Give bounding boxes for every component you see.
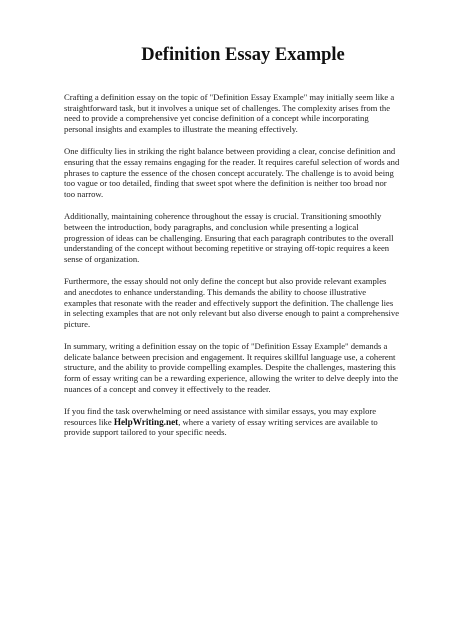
paragraph-coherence: Additionally, maintaining coherence throughout the essay is crucial. Transitioning smoothly between the introduction, body paragraphs, and conclusion while presenting a logical progression of ideas can be challenging. Ensuring that each paragraph contributes to the overall understanding of the concept without becoming repetitive or straying off-topic requires a keen sense of organization. [64,211,394,264]
paragraph-closing [64,406,416,438]
paragraph-intro: Crafting a definition essay on the topic of "Definition Essay Example" may initially seem like a straightforward task, but it involves a unique set of challenges. The complexity arises from the need to provide a comprehensive yet concise definition of a concept while incorporating personal insights and examples to illustrate the meaning effectively. [64,92,395,134]
page-title: Definition Essay Example [141,45,345,65]
paragraph-summary: In summary, writing a definition essay on the topic of "Definition Essay Example" demands a delicate balance between precision and engagement. It requires skillful language use, a coherent structure, and the ability to provide compelling examples. Despite the challenges, mastering this form of essay writing can be a rewarding experience, allowing the writer to delve deeply into the nuances of a concept and convey it effectively to the reader. [64,341,399,394]
closing-text-before: If you find the task overwhelming or need assistance with similar essays, you may explore resources like [64,406,377,427]
paragraph-difficulty: One difficulty lies in striking the right balance between providing a clear, concise definition and ensuring that the essay remains engaging for the reader. It requires careful selection of words and phrases to capture the essence of the chosen concept accurately. The challenge is to avoid being too vague or too detailed, finding that sweet spot where the definition is neither too broad nor too narrow. [64,146,400,199]
brand-link[interactable]: HelpWriting.net [113,416,179,427]
closing-text-after: , where a variety of essay writing services are available to provide support tailored to your specific needs. [64,416,378,438]
paragraph-examples: Furthermore, the essay should not only define the concept but also provide relevant examples and anecdotes to enhance understanding. This demands the ability to choose illustrative examples that resonate with the reader and effectively support the definition. The challenge lies in selecting examples that are not only relevant but also diverse enough to paint a comprehensive picture. [64,276,400,329]
